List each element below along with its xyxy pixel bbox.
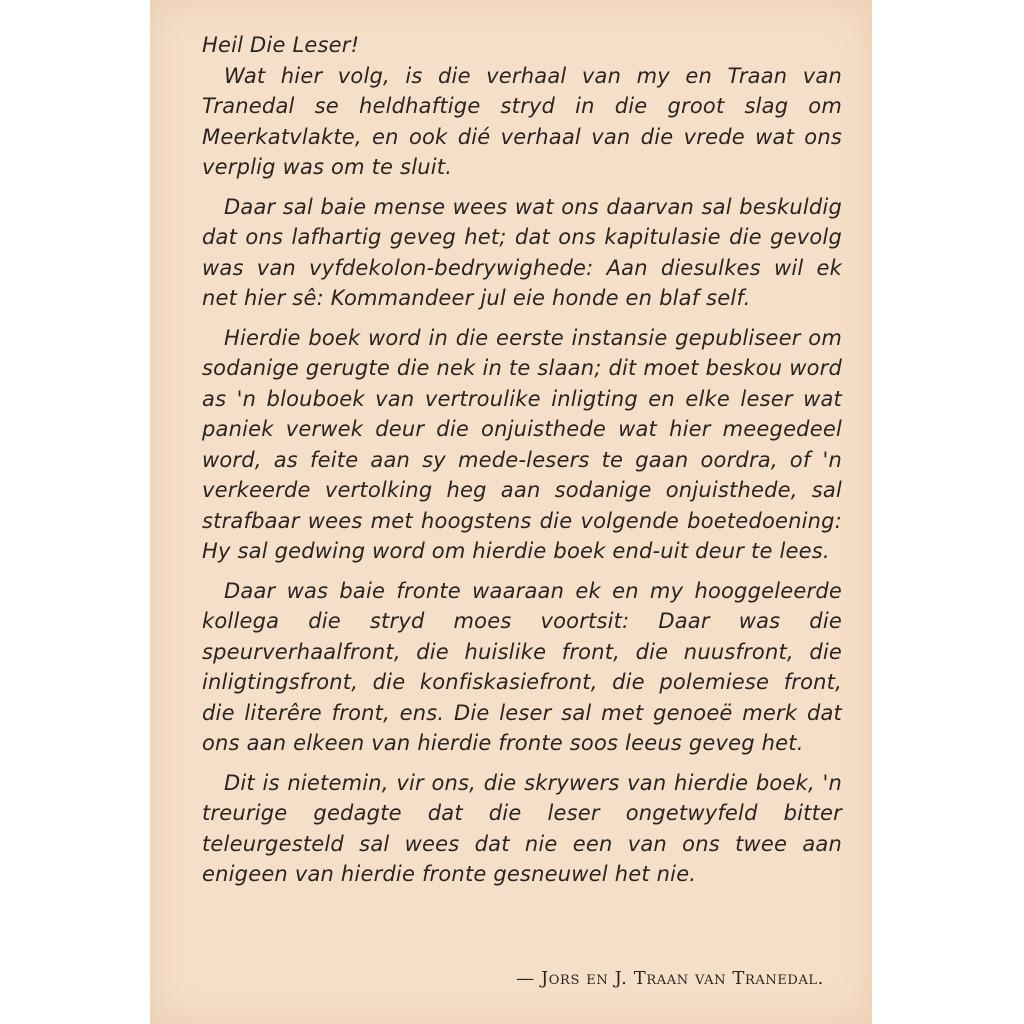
paragraph-1: Wat hier volg, is die verhaal van my en Traan van Tranedal se heldhaftige stryd in die groot slag om Meerkatvlakte, en ook dié verhaal van die vrede wat ons verplig was om te sluit. xyxy=(202,63,842,179)
signature: — Jors en J. Traan van Tranedal. xyxy=(516,968,824,989)
paragraph-5: Dit is nietemin, vir ons, die skrywers van hierdie boek, 'n treurige gedagte dat die leser ongetwyfeld bitter teleurgesteld sal wees dat nie een van ons twee aan enigeen van hierdie fronte gesneuwel het nie. xyxy=(202,770,842,886)
body-text xyxy=(202,30,842,899)
greeting: Heil Die Leser! xyxy=(202,33,360,57)
paragraph-3: Hierdie boek word in die eerste instansie gepubliseer om sodanige gerugte die nek in te slaan; dit moet beskou word as 'n blouboek van vertroulike inligting en elke leser wat paniek verwek deur die onjuisthede wat hier meegedeel word, as feite aan sy mede-lesers te gaan oordra, of 'n verkeerde vertolking heg aan sodanige onjuisthede, sal strafbaar wees met hoogstens die volgende boetedoening: Hy sal gedwing word om hierdie boek end-uit deur te lees. xyxy=(202,325,842,563)
document-page xyxy=(150,0,872,1024)
paragraph-2: Daar sal baie mense wees wat ons daarvan sal beskuldig dat ons lafhartig geveg het; dat ons kapitulasie die gevolg was van vyfdekolon-bedrywighede: Aan diesulkes wil ek net hier sê: Kommandeer jul eie honde en blaf self. xyxy=(202,194,842,310)
paragraph-4: Daar was baie fronte waaraan ek en my hooggeleerde kollega die stryd moes voortsit: Daar was die speurverhaalfront, die huislike front, die nuusfront, die inligtingsfront, die konfiskasiefront, die polemiese front, die literêre front, ens. Die leser sal met genoeë merk dat ons aan elkeen van hierdie fronte soos leeus geveg het. xyxy=(202,578,842,755)
